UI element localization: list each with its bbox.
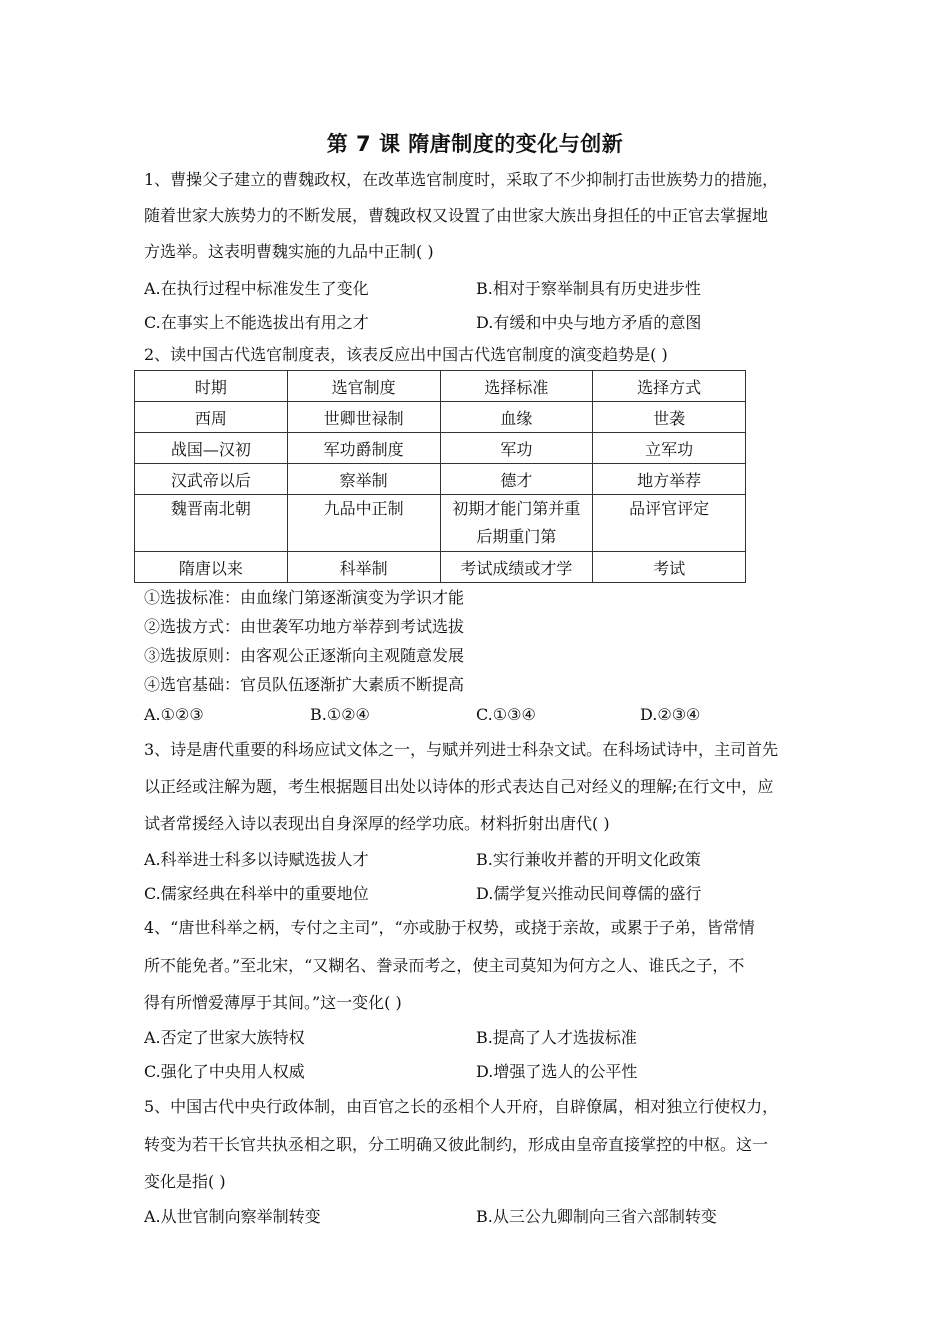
table-cell-line-1: 初期才能门第并重 (452, 499, 581, 518)
q5-line-2: 转变为若干长官共执丞相之职，分工明确又彼此制约，形成由皇帝直接掌控的中枢。这一 (144, 1135, 769, 1154)
table-cell-multiline (440, 495, 593, 552)
q2-option-c: C.①③④ (476, 705, 536, 724)
table-header-cell: 选择标准 (440, 371, 593, 402)
q3-option-a: A.科举进士科多以诗赋选拔人才 (144, 850, 369, 869)
table-cell: 世卿世禄制 (287, 402, 440, 433)
table-row (135, 402, 746, 433)
q5-option-b: B.从三公九卿制向三省六部制转变 (476, 1207, 717, 1226)
table-cell: 九品中正制 (287, 495, 440, 552)
table-header-cell: 时期 (135, 371, 288, 402)
q4-option-c: C.强化了中央用人权威 (144, 1062, 305, 1081)
table-header-row (135, 371, 746, 402)
table-header-cell: 选官制度 (287, 371, 440, 402)
q3-line-2: 以正经或注解为题，考生根据题目出处以诗体的形式表达自己对经义的理解;在行文中，应 (144, 777, 774, 796)
table-cell: 世袭 (593, 402, 746, 433)
table-cell: 科举制 (287, 552, 440, 583)
q3-line-1: 3、诗是唐代重要的科场应试文体之一，与赋并列进士科杂文试。在科场试诗中，主司首先 (144, 740, 779, 759)
table-cell: 军功 (440, 433, 593, 464)
q2-item-4: ④选官基础：官员队伍逐渐扩大素质不断提高 (144, 675, 465, 694)
q4-option-a: A.否定了世家大族特权 (144, 1028, 305, 1047)
table-cell: 考试成绩或才学 (440, 552, 593, 583)
q2-option-d: D.②③④ (640, 705, 701, 724)
q4-line-3: 得有所憎爱薄厚于其间。”这一变化( ) (144, 993, 402, 1012)
q5-option-a: A.从世官制向察举制转变 (144, 1207, 321, 1226)
page-title: 第 7 课 隋唐制度的变化与创新 (326, 132, 624, 156)
table-cell: 地方举荐 (593, 464, 746, 495)
table-cell-line-2: 后期重门第 (476, 527, 557, 546)
q2-option-a: A.①②③ (144, 705, 204, 724)
q1-option-a: A.在执行过程中标准发生了变化 (144, 279, 369, 298)
q2-item-2: ②选拔方式：由世袭军功地方举荐到考试选拔 (144, 617, 465, 636)
q5-line-3: 变化是指( ) (144, 1172, 226, 1191)
table-cell: 汉武帝以后 (135, 464, 288, 495)
q2-option-b: B.①②④ (310, 705, 370, 724)
table-cell: 西周 (135, 402, 288, 433)
q4-line-1: 4、“唐世科举之柄，专付之主司”，“亦或胁于权势，或挠于亲故，或累于子弟，皆常情 (144, 918, 755, 937)
q3-option-c: C.儒家经典在科举中的重要地位 (144, 884, 369, 903)
table-header-cell: 选择方式 (593, 371, 746, 402)
table-cell: 血缘 (440, 402, 593, 433)
q1-line-3: 方选举。这表明曹魏实施的九品中正制( ) (144, 242, 434, 261)
q4-line-2: 所不能免者。”至北宋，“又糊名、誊录而考之，使主司莫知为何方之人、谁氏之子，不 (144, 956, 745, 975)
table-cell: 军功爵制度 (287, 433, 440, 464)
table-cell: 品评官评定 (593, 495, 746, 552)
q2-stem: 2、读中国古代选官制度表，该表反应出中国古代选官制度的演变趋势是( ) (144, 345, 668, 364)
table-row (135, 464, 746, 495)
q2-item-3: ③选拔原则：由客观公正逐渐向主观随意发展 (144, 646, 465, 665)
q1-line-1: 1、曹操父子建立的曹魏政权，在改革选官制度时，采取了不少抑制打击世族势力的措施， (144, 170, 779, 189)
q5-line-1: 5、中国古代中央行政体制，由百官之长的丞相个人开府，自辟僚属，相对独立行使权力， (144, 1097, 779, 1116)
table-row (135, 433, 746, 464)
table-cell: 隋唐以来 (135, 552, 288, 583)
q3-option-d: D.儒学复兴推动民间尊儒的盛行 (476, 884, 702, 903)
q4-option-d: D.增强了选人的公平性 (476, 1062, 638, 1081)
q1-option-c: C.在事实上不能选拔出有用之才 (144, 313, 369, 332)
q3-line-3: 试者常援经入诗以表现出自身深厚的经学功底。材料折射出唐代( ) (144, 814, 610, 833)
table-cell: 德才 (440, 464, 593, 495)
table-cell: 战国—汉初 (135, 433, 288, 464)
table-row (135, 552, 746, 583)
table-row (135, 495, 746, 552)
q3-option-b: B.实行兼收并蓄的开明文化政策 (476, 850, 701, 869)
table-cell: 考试 (593, 552, 746, 583)
q2-item-1: ①选拔标准：由血缘门第逐渐演变为学识才能 (144, 588, 465, 607)
selection-system-table (134, 370, 746, 583)
table-cell: 察举制 (287, 464, 440, 495)
q1-line-2: 随着世家大族势力的不断发展，曹魏政权又设置了由世家大族出身担任的中正官去掌握地 (144, 206, 769, 225)
table-cell: 立军功 (593, 433, 746, 464)
q4-option-b: B.提高了人才选拔标准 (476, 1028, 637, 1047)
q1-option-d: D.有缓和中央与地方矛盾的意图 (476, 313, 702, 332)
q1-option-b: B.相对于察举制具有历史进步性 (476, 279, 701, 298)
table-cell: 魏晋南北朝 (135, 495, 288, 552)
